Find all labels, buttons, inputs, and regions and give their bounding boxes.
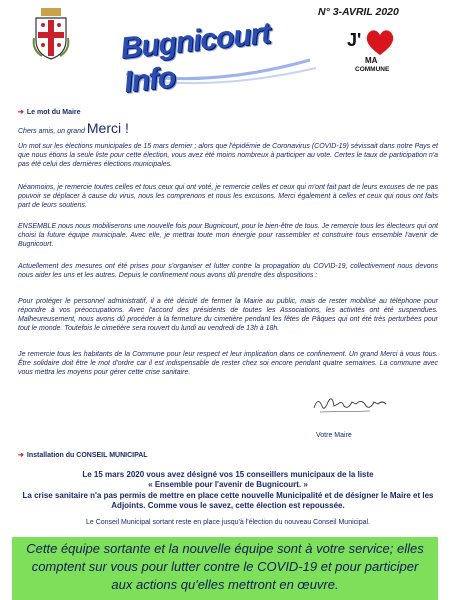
- installation-line-2: « Ensemble pour l'avenir de Bugnicourt. »: [148, 480, 308, 489]
- signature-caption: Votre Maire: [316, 432, 352, 439]
- paragraph-remerciements: Néanmoins, je remercie toutes celles et tous ceux qui ont voté, je remercie celles et ceux qui m'ont fait part de leurs excuses de ne pas pouvoir se déplacer à cause du virus, nous les comprenons et nous les excusons. Merci également à celles et ceux qui nous ont faits part de leurs soutiens.: [18, 184, 438, 209]
- jaime-ma-commune-badge: [345, 26, 405, 82]
- greeting: [18, 120, 129, 136]
- paragraph-remerciements-habitants: Je remercie tous les habitants de la Commune pour leur respect et leur implication dans ce confinement. Un grand Merci à vous tous. Être solidaire doit être le mot d'ordre car il est indispensable de rester chez soi encore pendant quatre semaines. La commune avec vous mettra les moyens pour gérer cette crise sanitaire.: [18, 351, 438, 376]
- paragraph-dispositions: Pour protéger le personnel administratif, il a été décidé de fermer la Mairie au public, mais de rester mobilisé au téléphone pour répondre à vos préoccupations. Avec l'accord des présidents de toutes les Associations, les activités ont été suspendues. Malheureusement, nous avons dû procéder à la fermeture du cimetière pendant les fêtes de Pâques qui ont été très perturbées pour tout le monde. Toutefois le cimetière sera rouvert du lundi au vendredi de 13h à 18h.: [18, 298, 438, 332]
- merci-text: Merci !: [86, 120, 129, 136]
- arrow-right-icon: ➔: [18, 109, 24, 116]
- newsletter-title: [118, 8, 318, 100]
- heart-icon: [365, 28, 395, 56]
- installation-line-1: Le 15 mars 2020 vous avez désigné vos 15 conseillers municipaux de la liste: [82, 470, 374, 479]
- paragraph-elections: Un mot sur les élections municipales de 15 mars dernier ; alors que l'épidémie de Coronavirus (COVID-19) sévissait dans notre Pays et que nous étions la seule liste pour cette élection, vous avez été moins nombreux à participer au vote. Certes le taux de participation n'a pas été celui des dernières élections municipales.: [18, 143, 438, 168]
- paragraph-ensemble: ENSEMBLE nous nous mobiliserons une nouvelle fois pour Bugnicourt, pour le bien-être de tous. Je remercie tous les électeurs qui ont choisi la future équipe municipale. Avec elle, je mettrai toute mon énergie pour rassembler et construire tous ensemble l'avenir de Bugnicourt.: [18, 223, 438, 248]
- installation-line-3: La crise sanitaire n'a pas permis de mettre en place cette nouvelle Municipalité et de désigner le Maire et les Adjoints. Comme vous le savez, cette élection est repoussée.: [22, 491, 434, 510]
- badge-ma: MA: [365, 56, 378, 65]
- greeting-text: Chers amis, un grand: [18, 128, 87, 135]
- installation-note: Le Conseil Municipal sortant reste en place jusqu'à l'élection du nouveau Conseil Municipal.: [85, 519, 370, 526]
- mot-du-maire-heading: ➔ Le mot du Maire: [18, 109, 81, 116]
- badge-commune: COMMUNE: [355, 66, 390, 73]
- paragraph-mesures: Actuellement des mesures ont été prises pour s'organiser et lutter contre la propagation du COVID-19, collectivement nous devons nous aider les uns et les autres. Depuis le confinement nous avons dû prendre des dispositions :: [18, 263, 438, 279]
- arrow-right-icon: ➔: [18, 452, 24, 459]
- issue-number: N° 3-AVRIL 2020: [318, 6, 399, 18]
- mayor-signature-icon: [310, 392, 390, 416]
- town-crest-icon: [32, 8, 70, 60]
- newsletter-header: [0, 0, 450, 100]
- installation-heading: ➔ Installation du CONSEIL MUNICIPAL: [18, 452, 148, 459]
- newsletter-title-text: Bugnicourt Info: [118, 16, 272, 100]
- badge-j: J': [347, 30, 362, 50]
- callout-text: Cette équipe sortante et la nouvelle équipe sont à votre service; elles comptent sur vous pour lutter contre le COVID-19 et pour participer aux actions qu'elles mettront en œuvre.: [26, 541, 424, 592]
